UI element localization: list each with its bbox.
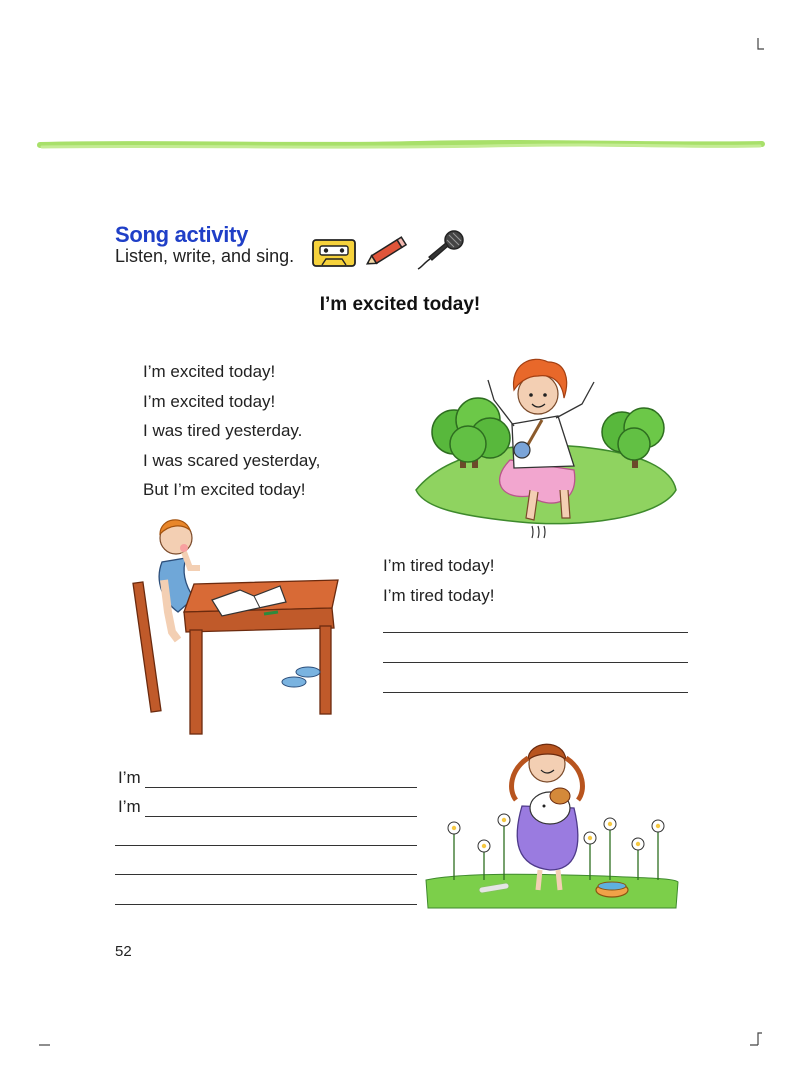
cassette-icon [312, 239, 356, 267]
write-line[interactable] [383, 632, 688, 633]
lyric-line: I was tired yesterday. [143, 421, 303, 440]
write-line[interactable] [383, 662, 688, 663]
microphone-icon [416, 229, 466, 271]
pencil-icon [364, 236, 410, 268]
crop-mark-bottom-left [38, 1040, 52, 1050]
lyric-line: I’m tired today! [383, 556, 495, 575]
write-line[interactable] [383, 692, 688, 693]
girl-with-dog-illustration [424, 730, 680, 912]
verse-1 [143, 357, 320, 505]
write-line[interactable] [115, 904, 417, 905]
write-line[interactable] [115, 874, 417, 875]
page-number: 52 [115, 943, 132, 960]
lyric-line: I’m excited today! [143, 362, 276, 381]
write-line[interactable] [115, 845, 417, 846]
lyric-line: I was scared yesterday, [143, 450, 321, 470]
write-line[interactable] [145, 787, 417, 788]
tired-boy-illustration [138, 512, 348, 742]
crop-mark-top [755, 36, 767, 52]
decorative-green-rule [38, 138, 764, 152]
crop-mark-bottom-right [748, 1030, 764, 1050]
lyric-line: But I’m excited today! [143, 480, 306, 499]
lyric-prefix: I’m [118, 797, 141, 816]
section-title: Song activity [115, 222, 249, 247]
instruction-text: Listen, write, and sing. [115, 246, 295, 266]
write-line[interactable] [145, 816, 417, 817]
verse-2 [383, 551, 495, 610]
lyric-line: I’m excited today! [143, 391, 276, 411]
excited-girl-illustration [410, 340, 680, 540]
lyric-prefix: I’m [118, 768, 141, 787]
song-title: I’m excited today! [319, 294, 481, 315]
lyric-line: I’m tired today! [383, 585, 495, 605]
